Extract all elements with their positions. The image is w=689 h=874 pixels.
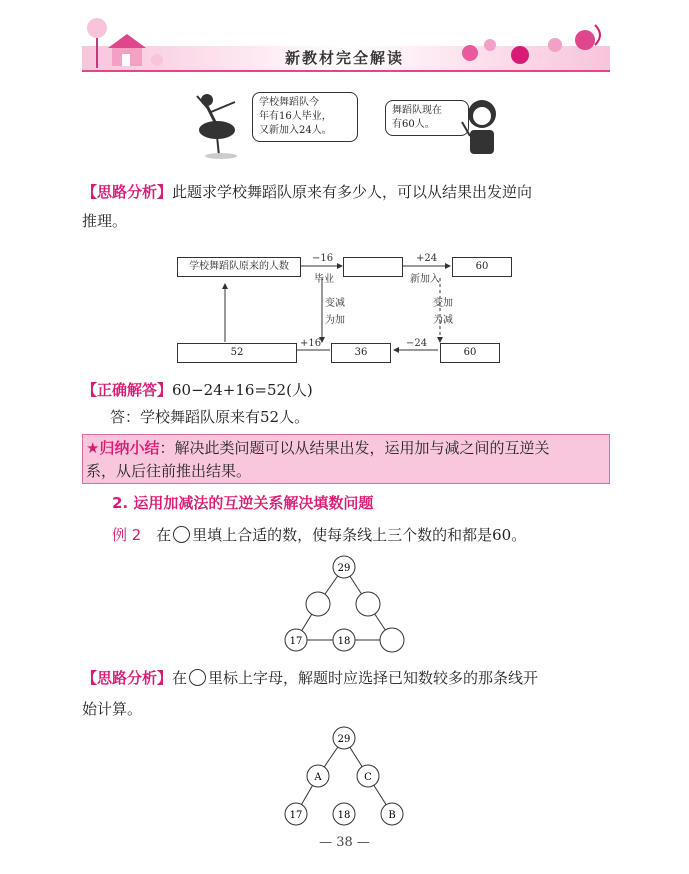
flow-op-minus16: −16 [312, 253, 334, 264]
analysis-paragraph-1 [82, 180, 608, 204]
bubble-left-line: 学校舞蹈队今 [259, 97, 319, 108]
circle-symbol [173, 526, 190, 543]
flow-box-answer: 52 [177, 343, 297, 363]
page-number: — 38 — [319, 835, 370, 850]
node-a-label: A [314, 772, 322, 783]
node-bottom-right-empty [380, 628, 404, 652]
node-top-label: 29 [337, 734, 351, 745]
flow-op-minus16-label: 毕业 [314, 274, 334, 285]
node-c-label: C [364, 772, 372, 783]
analysis-tag: 【思路分析】 [82, 183, 173, 201]
flow-box-original: 学校舞蹈队原来的人数 [177, 257, 301, 277]
speech-bubble-left [252, 92, 358, 142]
bubble-right-line: 舞蹈队现在 [392, 105, 442, 116]
analysis-paragraph-1-cont: 推理。 [82, 212, 128, 230]
triangle-puzzle-2 [270, 722, 420, 834]
example-text-after: 里填上合适的数，使每条线上三个数的和都是60。 [192, 526, 527, 544]
flow-note-change-add: 变加 [433, 298, 453, 309]
node-bottom-left-label: 17 [289, 810, 303, 821]
analysis-tag-2: 【思路分析】 [82, 669, 173, 687]
analysis2-text-before: 在 [172, 669, 188, 687]
section-title: 2. 运用加减法的互逆关系解决填数问题 [112, 494, 374, 512]
flow-op-minus24: −24 [406, 338, 428, 349]
node-bottom-left-label: 17 [289, 636, 303, 647]
answer-formula: 60−24+16=52(人) [172, 381, 313, 399]
flow-note-change-subtract: 变减 [325, 298, 345, 309]
analysis-paragraph-2-cont: 始计算。 [82, 700, 143, 718]
flow-op-plus24: +24 [416, 253, 438, 264]
bubble-right-line: 有60人。 [392, 119, 435, 130]
circle-symbol [189, 669, 206, 686]
analysis2-text-after: 里标上字母，解题时应选择已知数较多的那条线开 [208, 669, 539, 687]
answer-reply: 答：学校舞蹈队原来有52人。 [110, 408, 310, 426]
flow-op-plus16: +16 [300, 338, 322, 349]
answer-line [82, 378, 313, 402]
summary-tag: ★归纳小结 [86, 439, 160, 457]
summary-text: ：解决此类问题可以从结果出发，运用加与减之间的互逆关 [159, 439, 550, 457]
node-bottom-mid-label: 18 [337, 636, 351, 647]
header-title: 新教材完全解读 [284, 49, 404, 67]
node-top-label: 29 [337, 563, 351, 574]
node-bottom-mid-label: 18 [337, 810, 351, 821]
flow-box-result: 60 [452, 257, 512, 277]
example-text-before: 在 [156, 526, 172, 544]
example-2-line [112, 523, 526, 547]
triangle-puzzle-1 [270, 548, 420, 660]
bubble-left-line: 又新加入24人。 [259, 125, 332, 136]
example-label: 例 2 [112, 526, 142, 544]
bubble-left-line: 年有16人毕业， [259, 111, 332, 122]
speech-bubble-right [385, 100, 469, 136]
dancer-illustration [185, 88, 255, 160]
node-b-label: B [388, 810, 396, 821]
summary-line-1 [86, 436, 606, 460]
summary-line-2: 系，从后往前推出结果。 [86, 462, 252, 480]
flow-note-to-subtract: 为减 [433, 315, 453, 326]
flow-op-plus24-label: 新加入 [410, 274, 440, 285]
flow-box-empty [343, 257, 403, 277]
answer-tag: 【正确解答】 [82, 381, 173, 399]
flow-box-36: 36 [331, 343, 391, 363]
node-right-empty [356, 592, 380, 616]
analysis-text: 此题求学校舞蹈队原来有多少人，可以从结果出发逆向 [172, 183, 533, 201]
girl-illustration [460, 96, 510, 160]
analysis-paragraph-2 [82, 666, 608, 690]
flow-box-60: 60 [440, 343, 500, 363]
flow-note-to-add: 为加 [325, 315, 345, 326]
node-left-empty [306, 592, 330, 616]
